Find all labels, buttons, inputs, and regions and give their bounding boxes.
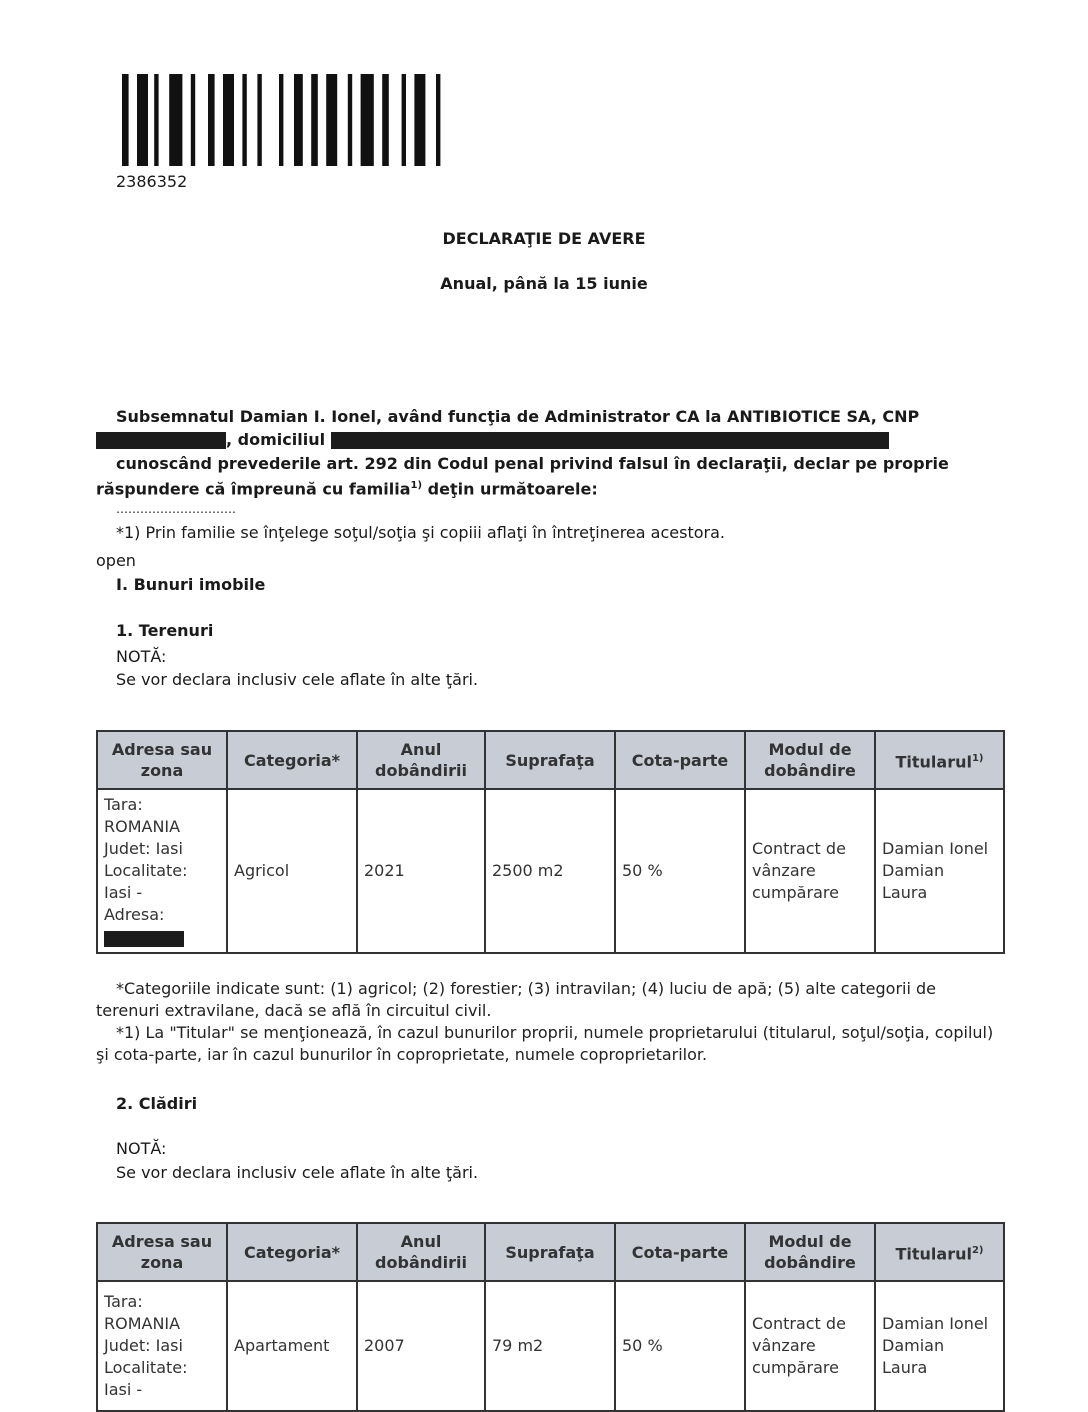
cell-mode: Contract de vânzare cumpărare: [745, 1281, 875, 1411]
table-header-row: [97, 1223, 1004, 1281]
header-modul: Modul de dobândire: [745, 1223, 875, 1281]
cell-address: Tara: ROMANIA Judet: Iasi Localitate: Iasi -: [97, 1281, 227, 1411]
nota-label-1: NOTĂ:: [116, 647, 167, 666]
header-cota: Cota-parte: [615, 1223, 745, 1281]
table-row: [97, 789, 1004, 953]
header-anul: Anul dobândirii: [357, 1223, 485, 1281]
intro-line-3: cunoscând prevederile art. 292 din Codul penal privind falsul în declaraţii, declar pe proprie: [116, 454, 949, 473]
header-categoria: Categoria*: [227, 731, 357, 789]
redacted-address: [331, 432, 889, 449]
header-adresa: Adresa sau zona: [97, 1223, 227, 1281]
domiciliul-label: , domiciliul: [226, 430, 326, 449]
header-suprafata: Suprafaţa: [485, 731, 615, 789]
header-titular: Titularul$^{1)}$: [875, 731, 1004, 789]
document-title: DECLARAŢIE DE AVERE: [442, 229, 646, 248]
barcode-image: [122, 74, 562, 166]
terenuri-table: [96, 730, 1005, 954]
header-titular: Titularul$^{2)}$: [875, 1223, 1004, 1281]
section-heading-imobile: I. Bunuri imobile: [116, 575, 266, 594]
intro-line-1: Subsemnatul Damian I. Ionel, având funcţia de Administrator CA la ANTIBIOTICE SA, CNP: [116, 407, 920, 426]
cell-category: Apartament: [227, 1281, 357, 1411]
header-adresa: Adresa sau zona: [97, 731, 227, 789]
dotted-line: …………………………: [116, 502, 236, 516]
subsection-cladiri: 2. Clădiri: [116, 1094, 198, 1113]
cell-share: 50 %: [615, 1281, 745, 1411]
subsection-terenuri: 1. Terenuri: [116, 621, 214, 640]
header-anul: Anul dobândirii: [357, 731, 485, 789]
cladiri-table: [96, 1222, 1005, 1412]
header-cota: Cota-parte: [615, 731, 745, 789]
nota-text-2: Se vor declara inclusiv cele aflate în alte ţări.: [116, 1163, 479, 1182]
cell-category: Agricol: [227, 789, 357, 953]
table-row: [97, 1281, 1004, 1411]
cell-mode: Contract de vânzare cumpărare: [745, 789, 875, 953]
cell-year: 2021: [357, 789, 485, 953]
open-label: open: [96, 551, 136, 570]
cell-year: 2007: [357, 1281, 485, 1411]
header-modul: Modul de dobândire: [745, 731, 875, 789]
header-categoria: Categoria*: [227, 1223, 357, 1281]
nota-label-2: NOTĂ:: [116, 1139, 167, 1158]
table-header-row: [97, 731, 1004, 789]
cell-holder: Damian Ionel Damian Laura: [875, 789, 1004, 953]
redacted-land-address: [104, 931, 184, 947]
header-suprafata: Suprafaţa: [485, 1223, 615, 1281]
nota-text-1: Se vor declara inclusiv cele aflate în alte ţări.: [116, 670, 479, 689]
cell-address: Tara: ROMANIA Judet: Iasi Localitate: Iasi - Adresa:: [97, 789, 227, 953]
titular-note: *1) La "Titular" se menţionează, în cazul bunurilor proprii, numele proprietarului (titularul, soţul/soţia, copilul) şi cota-parte, iar în cazul bunurilor în coproprietate, numele coproprietarilor.: [96, 1023, 994, 1064]
cell-holder: Damian Ionel Damian Laura: [875, 1281, 1004, 1411]
categories-note: *Categoriile indicate sunt: (1) agricol; (2) forestier; (3) intravilan; (4) luciu de apă; (5) alte categorii de terenuri extravilane, dacă se află în circuitul civil.: [96, 979, 937, 1020]
cell-area: 2500 m2: [485, 789, 615, 953]
intro-line-4: răspundere că împreună cu familia$^{1)}$ deţin următoarele:: [96, 479, 598, 499]
document-subtitle: Anual, până la 15 iunie: [440, 274, 648, 293]
cell-area: 79 m2: [485, 1281, 615, 1411]
redacted-cnp: [96, 432, 226, 449]
family-note: *1) Prin familie se înţelege soţul/soţia şi copiii aflaţi în întreţinerea acestora.: [116, 523, 725, 542]
cell-share: 50 %: [615, 789, 745, 953]
barcode-number: 2386352: [116, 172, 188, 191]
intro-line-2: [96, 428, 996, 451]
